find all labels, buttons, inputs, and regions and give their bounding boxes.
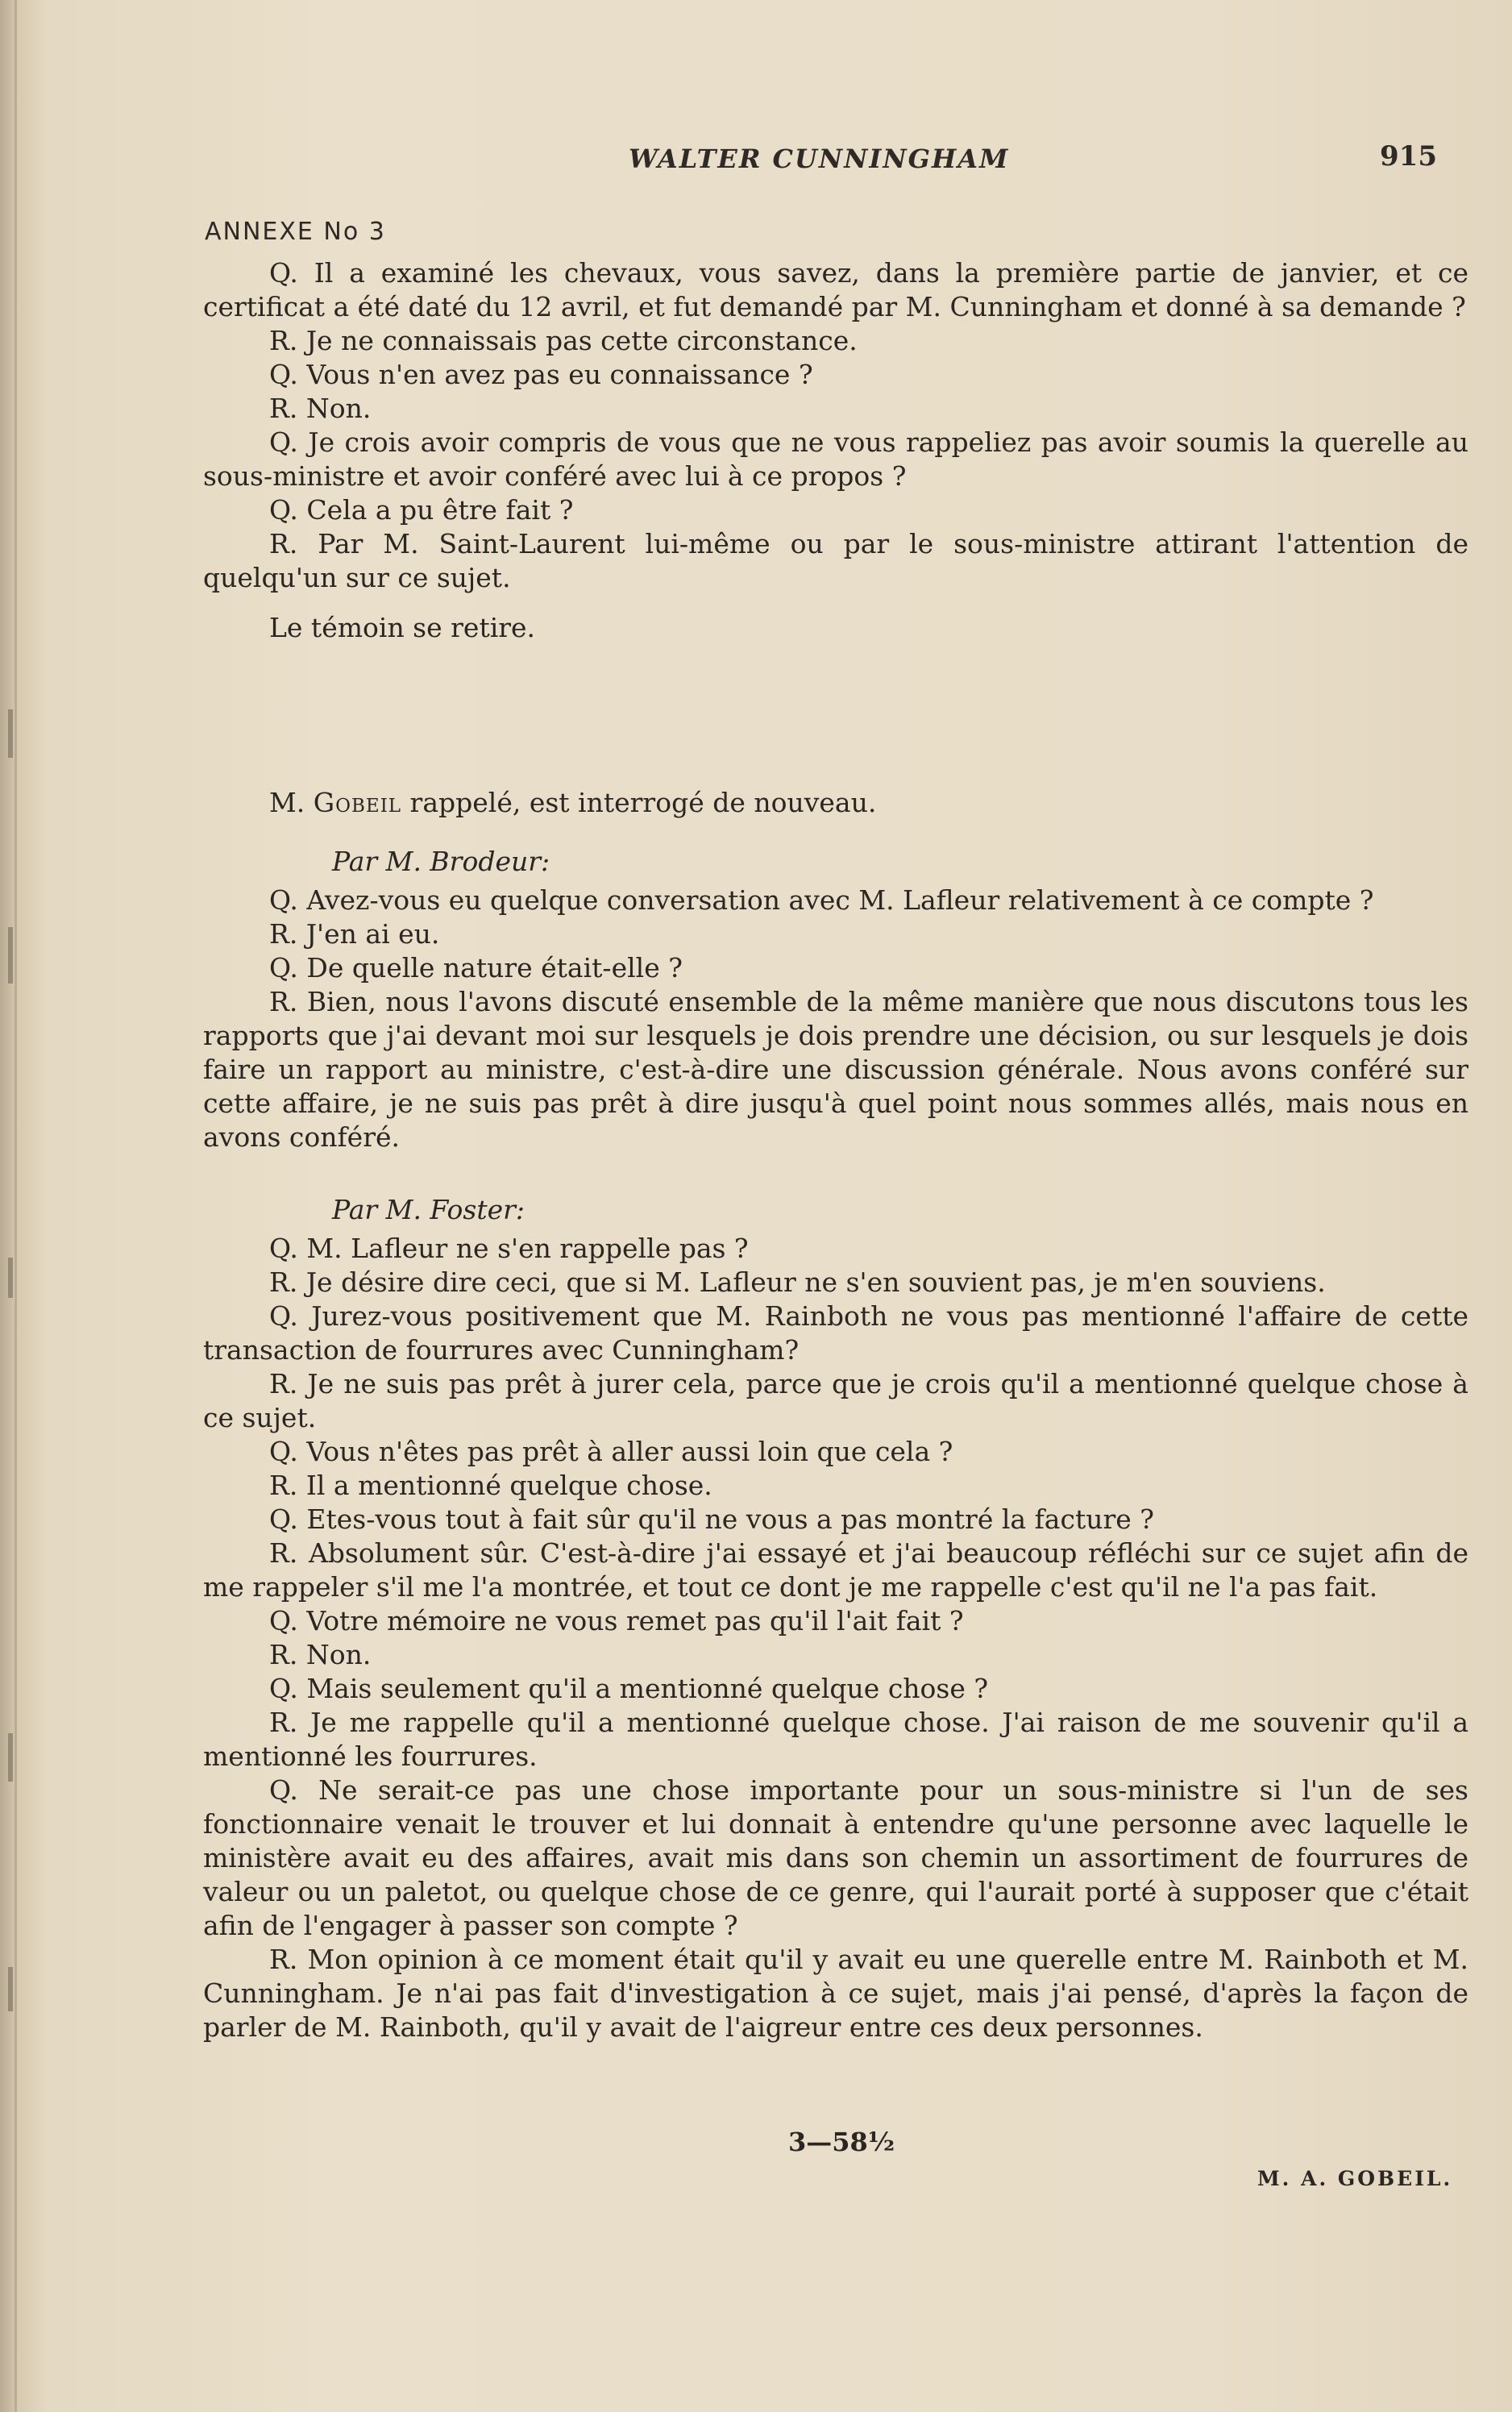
- testimony-line: R. J'en ai eu.: [269, 918, 440, 950]
- witness-retires: Le témoin se retire.: [269, 612, 536, 643]
- testimony-line: R. Il a mentionné quelque chose.: [269, 1470, 712, 1501]
- examiner-heading: Par M. Foster:: [332, 1194, 525, 1225]
- testimony-block-1: [203, 256, 1468, 645]
- testimony-line: R. Par M. Saint-Laurent lui-même ou par le sous-ministre attirant l'attention de quelqu'un sur ce sujet.: [203, 528, 1468, 593]
- recall-rest: rappelé, est interrogé de nouveau.: [401, 787, 877, 818]
- testimony-line: Q. Cela a pu être fait ?: [269, 494, 574, 526]
- gutter-mark: [8, 1967, 13, 2011]
- testimony-line: Q. Il a examiné les chevaux, vous savez, dans la première partie de janvier, et ce certificat a été daté du 12 avril, et fut demandé par M. Cunningham et donné à sa demande ?: [203, 257, 1468, 322]
- testimony-line: Q. Ne serait-ce pas une chose importante pour un sous-ministre si l'un de ses fonctionnaire venait le trouver et lui donnait à entendre qu'une personne avec laquelle le ministère avait eu des affaires, avait mis dans son chemin un assortiment de fourrures de valeur ou un paletot, ou quelque chose de ce genre, qui l'aurait porté à supposer que c'était afin de l'engager à passer son compte ?: [203, 1774, 1468, 1941]
- testimony-line: Q. Avez-vous eu quelque conversation avec M. Lafleur relativement à ce compte ?: [269, 884, 1374, 916]
- testimony-line: R. Je ne suis pas prêt à jurer cela, parce que je crois qu'il a mentionné quelque chose à ce sujet.: [203, 1368, 1468, 1433]
- testimony-line: Q. Etes-vous tout à fait sûr qu'il ne vous a pas montré la facture ?: [269, 1503, 1154, 1535]
- gutter-mark: [8, 1258, 13, 1298]
- testimony-line: Q. Je crois avoir compris de vous que ne vous rappeliez pas avoir soumis la querelle au sous-ministre et avoir conféré avec lui à ce propos ?: [203, 426, 1468, 492]
- testimony-line: Q. Mais seulement qu'il a mentionné quelque chose ?: [269, 1673, 989, 1704]
- section-brodeur: [203, 845, 1468, 1154]
- testimony-line: R. Absolument sûr. C'est-à-dire j'ai essayé et j'ai beaucoup réfléchi sur ce sujet afin de me rappeler s'il me l'a montrée, et tout ce dont je me rappelle c'est qu'il ne l'a pas fait.: [203, 1537, 1468, 1603]
- signature-name: M. A. GOBEIL.: [1257, 2167, 1453, 2190]
- examiner-heading: Par M. Brodeur:: [332, 846, 550, 877]
- witness-name: Gobeil: [313, 787, 402, 818]
- testimony-line: Q. M. Lafleur ne s'en rappelle pas ?: [269, 1233, 749, 1264]
- testimony-line: R. Bien, nous l'avons discuté ensemble de la même manière que nous discutons tous les rapports que j'ai devant moi sur lesquels je dois prendre une décision, ou sur lesquels je dois faire un rapport au ministre, c'est-à-dire une discussion générale. Nous avons conféré sur cette affaire, je ne suis pas prêt à dire jusqu'à quel point nous sommes allés, mais nous en avons conféré.: [203, 986, 1468, 1153]
- annexe-label: ANNEXE No 3: [205, 218, 386, 246]
- section-foster: [203, 1193, 1468, 2044]
- recall-prefix: M.: [269, 787, 314, 818]
- running-title: WALTER CUNNINGHAM: [629, 143, 1010, 174]
- testimony-line: R. Non.: [269, 393, 372, 424]
- testimony-line: Q. Vous n'en avez pas eu connaissance ?: [269, 359, 813, 390]
- testimony-line: R. Je ne connaissais pas cette circonstance.: [269, 325, 858, 356]
- signature-number: 3—58½: [788, 2127, 895, 2157]
- gutter-mark: [8, 927, 13, 984]
- testimony-line: Q. Vous n'êtes pas prêt à aller aussi loin que cela ?: [269, 1436, 953, 1467]
- binding-gutter: [15, 0, 17, 2412]
- gutter-mark: [8, 709, 13, 758]
- recall-line: [203, 786, 1468, 820]
- page-number: 915: [1380, 140, 1437, 173]
- testimony-line: Q. Votre mémoire ne vous remet pas qu'il l'ait fait ?: [269, 1605, 964, 1636]
- testimony-line: R. Non.: [269, 1639, 372, 1670]
- testimony-line: R. Mon opinion à ce moment était qu'il y avait eu une querelle entre M. Rainboth et M. Cunningham. Je n'ai pas fait d'investigation à ce sujet, mais j'ai pensé, d'après la façon de parler de M. Rainboth, qu'il y avait de l'aigreur entre ces deux personnes.: [203, 1944, 1468, 2043]
- recall-notice: [203, 786, 1468, 820]
- testimony-line: Q. Jurez-vous positivement que M. Rainboth ne vous pas mentionné l'affaire de cette transaction de fourrures avec Cunningham?: [203, 1300, 1468, 1366]
- gutter-mark: [8, 1733, 13, 1782]
- testimony-line: Q. De quelle nature était-elle ?: [269, 952, 683, 984]
- testimony-line: R. Je désire dire ceci, que si M. Lafleur ne s'en souvient pas, je m'en souviens.: [269, 1266, 1326, 1298]
- testimony-line: R. Je me rappelle qu'il a mentionné quelque chose. J'ai raison de me souvenir qu'il a mentionné les fourrures.: [203, 1707, 1468, 1772]
- page-header: [0, 140, 1512, 192]
